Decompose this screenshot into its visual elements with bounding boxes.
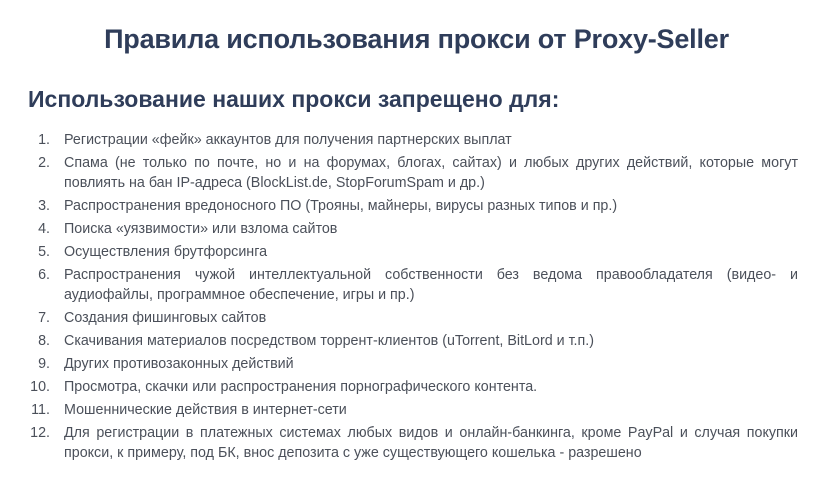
list-item-number: 4. <box>38 221 50 237</box>
prohibited-uses-list <box>0 130 833 466</box>
list-item-text: Для регистрации в платежных системах любых видов и онлайн-банкинга, кроме PayPal и случая покупки прокси, к примеру, под БК, внос депозита с уже существующего кошелька - разрешено <box>64 425 798 461</box>
list-item-number: 8. <box>38 333 50 349</box>
list-item-6 <box>0 265 833 305</box>
list-item-number: 7. <box>38 310 50 326</box>
list-item-text: Создания фишинговых сайтов <box>64 310 267 326</box>
page-title: Правила использования прокси от Proxy-Seller <box>104 24 729 54</box>
list-item-number: 12. <box>30 425 50 441</box>
section-heading: Использование наших прокси запрещено для: <box>28 86 560 112</box>
list-item-number: 6. <box>38 267 50 283</box>
list-item-text: Других противозаконных действий <box>64 356 294 372</box>
list-item-9 <box>0 354 833 374</box>
list-item-8 <box>0 331 833 351</box>
list-item-3 <box>0 196 833 216</box>
list-item-number: 10. <box>30 379 50 395</box>
list-item-11 <box>0 400 833 420</box>
list-item-text: Распространения чужой интеллектуальной собственности без ведома правообладателя (видео- и аудиофайлы, программное обеспечение, игры и пр.) <box>64 267 798 303</box>
list-item-number: 9. <box>38 356 50 372</box>
list-item-text: Распространения вредоносного ПО (Трояны, майнеры, вирусы разных типов и пр.) <box>64 198 618 214</box>
list-item-number: 5. <box>38 244 50 260</box>
list-item-10 <box>0 377 833 397</box>
list-item-text: Спама (не только по почте, но и на форумах, блогах, сайтах) и любых других действий, которые могут повлиять на бан IP-адреса (BlockList.de, StopForumSpam и др.) <box>64 155 798 191</box>
list-item-1 <box>0 130 833 150</box>
list-item-text: Просмотра, скачки или распространения порнографического контента. <box>64 379 538 395</box>
list-item-text: Осуществления брутфорсинга <box>64 244 268 260</box>
list-item-text: Мошеннические действия в интернет-сети <box>64 402 347 418</box>
list-item-4 <box>0 219 833 239</box>
list-item-text: Скачивания материалов посредством торрент-клиентов (uTorrent, BitLord и т.п.) <box>64 333 595 349</box>
list-item-2 <box>0 153 833 193</box>
list-item-number: 1. <box>38 132 50 148</box>
list-item-number: 11. <box>31 402 50 418</box>
list-item-5 <box>0 242 833 262</box>
list-item-number: 2. <box>38 155 50 171</box>
list-item-text: Поиска «уязвимости» или взлома сайтов <box>64 221 338 237</box>
list-item-number: 3. <box>38 198 50 214</box>
list-item-7 <box>0 308 833 328</box>
list-item-text: Регистрации «фейк» аккаунтов для получения партнерских выплат <box>64 132 512 148</box>
list-item-12 <box>0 423 833 463</box>
